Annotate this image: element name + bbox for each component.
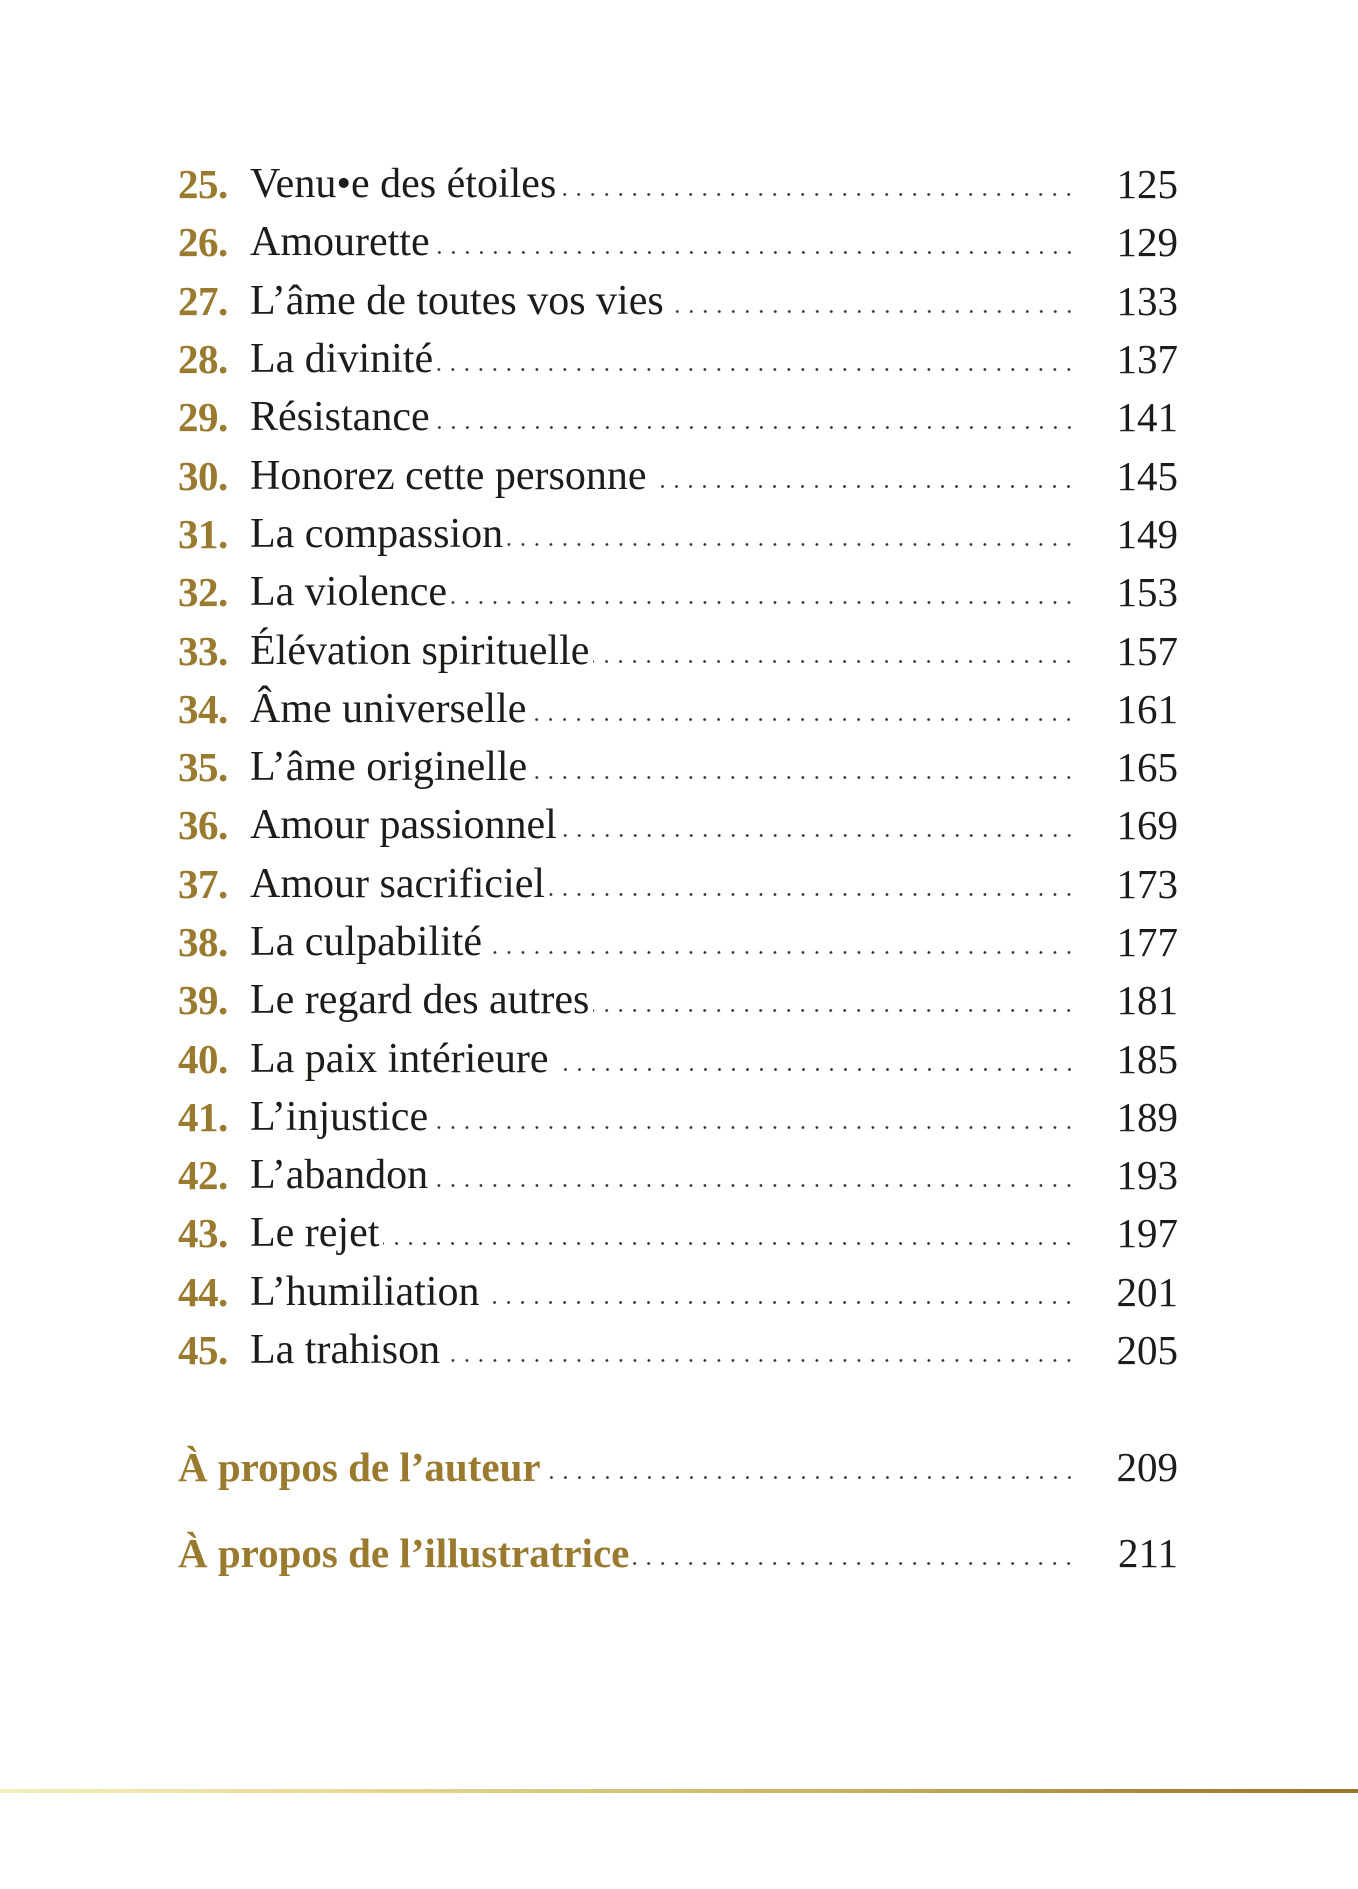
- dot-leader: [560, 163, 1076, 205]
- chapter-number: 32.: [178, 569, 228, 616]
- chapter-list: [178, 155, 1178, 1379]
- toc-entry-chapter-42[interactable]: [178, 1146, 1178, 1204]
- toc-entry-chapter-32[interactable]: [178, 563, 1178, 621]
- entry-title: La divinité: [250, 336, 434, 383]
- dot-leader: [432, 1096, 1076, 1138]
- dot-leader: [531, 746, 1076, 788]
- table-of-contents: [178, 155, 1178, 1582]
- toc-entry-chapter-25[interactable]: [178, 155, 1178, 213]
- page-number: 205: [1116, 1327, 1178, 1374]
- page-number: 189: [1116, 1093, 1178, 1140]
- toc-entry-chapter-31[interactable]: [178, 505, 1178, 563]
- dot-leader: [451, 571, 1076, 613]
- page-number: 185: [1116, 1035, 1178, 1082]
- entry-title: La trahison: [250, 1327, 441, 1374]
- dot-leader: [434, 221, 1076, 263]
- spacer: [178, 1497, 1178, 1524]
- chapter-number: 44.: [178, 1268, 228, 1315]
- entry-title: L’injustice: [250, 1093, 429, 1140]
- toc-entry-chapter-26[interactable]: [178, 213, 1178, 271]
- entry-title: Amour sacrificiel: [250, 860, 546, 907]
- chapter-number: 26.: [178, 219, 228, 266]
- entry-title: La culpabilité: [250, 919, 483, 965]
- dot-leader: [668, 280, 1076, 322]
- chapter-number: 25.: [178, 161, 228, 208]
- page-number: 169: [1116, 802, 1178, 849]
- dot-leader: [486, 921, 1076, 963]
- entry-title: Le regard des autres: [250, 977, 590, 1024]
- toc-entry-chapter-44[interactable]: [178, 1263, 1178, 1321]
- entry-title: L’âme de toutes vos vies: [250, 277, 664, 324]
- entry-title: Amourette: [250, 219, 430, 266]
- toc-entry-chapter-45[interactable]: [178, 1321, 1178, 1379]
- entry-title: Âme universelle: [250, 685, 527, 732]
- dot-leader: [633, 1532, 1076, 1574]
- toc-entry-chapter-36[interactable]: [178, 796, 1178, 854]
- entry-title: La compassion: [250, 510, 504, 557]
- page-number: 137: [1116, 336, 1178, 383]
- page-number: 209: [1116, 1444, 1178, 1491]
- toc-entry-chapter-27[interactable]: [178, 272, 1178, 330]
- dot-leader: [545, 1446, 1076, 1488]
- page-number: 125: [1116, 161, 1178, 208]
- toc-entry-chapter-38[interactable]: [178, 913, 1178, 971]
- page-number: 181: [1116, 977, 1178, 1024]
- chapter-number: 39.: [178, 977, 228, 1024]
- page-number: 149: [1116, 510, 1178, 557]
- section-title: À propos de l’auteur: [178, 1444, 541, 1491]
- toc-entry-section[interactable]: [178, 1438, 1178, 1496]
- page-number: 161: [1116, 685, 1178, 732]
- chapter-number: 27.: [178, 277, 228, 324]
- dot-leader: [383, 1212, 1076, 1254]
- toc-entry-chapter-39[interactable]: [178, 971, 1178, 1029]
- dot-leader: [432, 1154, 1076, 1196]
- chapter-number: 42.: [178, 1152, 228, 1199]
- page-number: 201: [1116, 1268, 1178, 1315]
- dot-leader: [549, 863, 1076, 905]
- toc-entry-chapter-40[interactable]: [178, 1029, 1178, 1087]
- chapter-number: 30.: [178, 452, 228, 499]
- dot-leader: [437, 338, 1076, 380]
- page-number: 157: [1116, 627, 1178, 674]
- toc-entry-chapter-28[interactable]: [178, 330, 1178, 388]
- chapter-number: 31.: [178, 510, 228, 557]
- dot-leader: [650, 455, 1076, 497]
- dot-leader: [444, 1329, 1076, 1371]
- page-number: 197: [1116, 1210, 1178, 1257]
- dot-leader: [434, 396, 1076, 438]
- chapter-number: 45.: [178, 1327, 228, 1374]
- chapter-number: 29.: [178, 394, 228, 441]
- chapter-number: 38.: [178, 919, 228, 965]
- page-number: 141: [1116, 394, 1178, 441]
- chapter-number: 37.: [178, 860, 228, 907]
- chapter-number: 40.: [178, 1035, 228, 1082]
- toc-entry-chapter-33[interactable]: [178, 621, 1178, 679]
- chapter-number: 34.: [178, 685, 228, 732]
- toc-entry-chapter-34[interactable]: [178, 680, 1178, 738]
- chapter-number: 41.: [178, 1093, 228, 1140]
- spacer: [178, 1379, 1178, 1438]
- dot-leader: [561, 804, 1076, 846]
- page-number: 153: [1116, 569, 1178, 616]
- entry-title: L’abandon: [250, 1152, 429, 1199]
- entry-title: La paix intérieure: [250, 1035, 549, 1082]
- toc-entry-chapter-41[interactable]: [178, 1088, 1178, 1146]
- entry-title: L’âme originelle: [250, 744, 528, 791]
- entry-title: Élévation spirituelle: [250, 627, 590, 674]
- page-number: 165: [1116, 744, 1178, 791]
- entry-title: Venu•e des étoiles: [250, 161, 557, 208]
- entry-title: Résistance: [250, 394, 430, 441]
- chapter-number: 28.: [178, 336, 228, 383]
- gold-divider-line: [0, 1789, 1358, 1793]
- chapter-number: 36.: [178, 802, 228, 849]
- dot-leader: [593, 630, 1076, 672]
- dot-leader: [530, 688, 1076, 730]
- page-number: 145: [1116, 452, 1178, 499]
- chapter-number: 35.: [178, 744, 228, 791]
- entry-title: L’humiliation: [250, 1268, 480, 1315]
- page-number: 173: [1116, 860, 1178, 907]
- page-number: 133: [1116, 277, 1178, 324]
- toc-entry-chapter-30[interactable]: [178, 446, 1178, 504]
- entry-title: Le rejet: [250, 1210, 380, 1257]
- dot-leader: [553, 1038, 1076, 1080]
- toc-entry-chapter-29[interactable]: [178, 388, 1178, 446]
- section-title: À propos de l’illustratrice: [178, 1529, 630, 1576]
- dot-leader: [507, 513, 1076, 555]
- chapter-number: 33.: [178, 627, 228, 674]
- toc-entry-section[interactable]: [178, 1524, 1178, 1582]
- entry-title: Honorez cette personne: [250, 452, 647, 499]
- chapter-number: 43.: [178, 1210, 228, 1257]
- entry-title: Amour passionnel: [250, 802, 557, 849]
- page-number: 129: [1116, 219, 1178, 266]
- page-number: 177: [1116, 919, 1178, 965]
- dot-leader: [593, 979, 1076, 1021]
- page-number: 193: [1116, 1152, 1178, 1199]
- entry-title: La violence: [250, 569, 448, 616]
- page-number: 211: [1118, 1529, 1178, 1576]
- section-list: [178, 1438, 1178, 1582]
- dot-leader: [483, 1271, 1076, 1313]
- toc-entry-chapter-37[interactable]: [178, 855, 1178, 913]
- toc-entry-chapter-43[interactable]: [178, 1204, 1178, 1262]
- toc-entry-chapter-35[interactable]: [178, 738, 1178, 796]
